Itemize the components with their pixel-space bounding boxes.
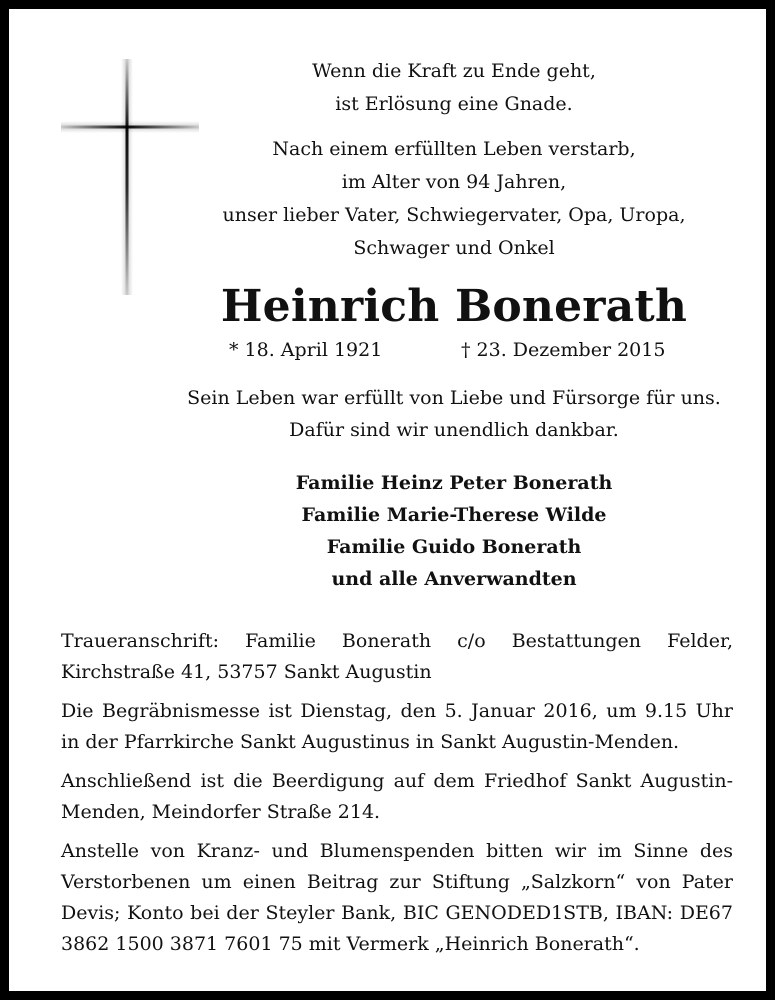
funeral-details — [61, 626, 733, 968]
donation-info: Anstelle von Kranz- und Blumenspenden bitten wir im Sinne des Verstorbenen um einen Beitrag zur Stiftung „Salzkorn“ von Pater Devis; Konto bei der Steyler Bank, BIC GENODED1STB, IBAN: DE67 3862 1500 3871 7601 75 mit Vermerk „Heinrich Bonerath“. — [61, 840, 733, 955]
intro-line: Schwager und Onkel — [353, 237, 555, 259]
mourner-family: Familie Guido Bonerath — [326, 536, 582, 558]
cross-icon — [61, 59, 199, 295]
funeral-mass-info: Die Begräbnismesse ist Dienstag, den 5. Januar 2016, um 9.15 Uhr in der Pfarrkirche Sankt Augustinus in Sankt Augustin-Menden. — [61, 700, 733, 753]
intro-line: Nach einem erfüllten Leben verstarb, — [272, 138, 636, 160]
mourning-address: Traueranschrift: Familie Bonerath c/o Bestattungen Felder, Kirchstraße 41, 53757 Sankt Augustin — [61, 630, 733, 683]
mourner-family: Familie Heinz Peter Bonerath — [295, 472, 613, 494]
closing-text — [184, 382, 724, 446]
intro-line: unser lieber Vater, Schwiegervater, Opa, Uropa, — [222, 204, 686, 226]
intro-text — [184, 133, 724, 265]
closing-line: Sein Leben war erfüllt von Liebe und Fürsorge für uns. — [187, 387, 721, 409]
death-date: † 23. Dezember 2015 — [461, 339, 666, 361]
poem — [184, 55, 724, 121]
poem-line: Wenn die Kraft zu Ende geht, — [312, 60, 596, 82]
mourner-family: und alle Anverwandten — [331, 568, 577, 590]
mourner-family: Familie Marie-Therese Wilde — [301, 504, 607, 526]
poem-line: ist Erlösung eine Gnade. — [335, 93, 573, 115]
birth-date: * 18. April 1921 — [229, 339, 383, 361]
burial-info: Anschließend ist die Beerdigung auf dem Friedhof Sankt Augustin-Menden, Meindorfer Straße 214. — [61, 770, 733, 823]
closing-line: Dafür sind wir unendlich dankbar. — [289, 419, 619, 441]
deceased-name: Heinrich Bonerath — [220, 281, 688, 332]
mourners-list — [184, 467, 724, 595]
intro-line: im Alter von 94 Jahren, — [341, 171, 567, 193]
